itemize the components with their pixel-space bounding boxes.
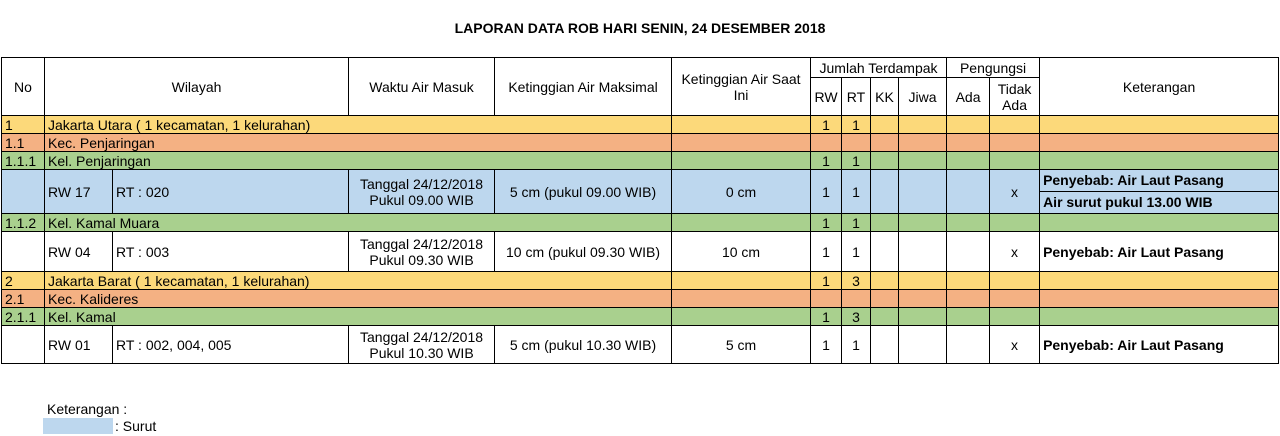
table-row [2, 290, 1279, 308]
row-maks: 5 cm (pukul 10.30 WIB) [495, 326, 672, 364]
row-maks: 10 cm (pukul 09.30 WIB) [495, 232, 672, 272]
header-saat: Ketinggian Air Saat Ini [672, 58, 811, 116]
row-rw-label: RW 04 [45, 232, 113, 272]
row-rw: 1 [811, 272, 842, 290]
row-name: Jakarta Barat ( 1 kecamatan, 1 kelurahan) [45, 272, 672, 290]
row-keterangan: Penyebab: Air Laut Pasang [1040, 326, 1279, 364]
header-jumlah: Jumlah Terdampak [811, 58, 947, 78]
row-rt: 1 [842, 152, 871, 170]
row-rw-label: RW 17 [45, 170, 113, 214]
row-waktu: Tanggal 24/12/2018 Pukul 09.00 WIB [349, 170, 495, 214]
header-row-top [2, 58, 1279, 78]
table-row [2, 214, 1279, 232]
row-name: Kel. Kamal Muara [45, 214, 672, 232]
header-kk: KK [871, 78, 899, 116]
header-no: No [2, 58, 45, 116]
row-no: 1.1.1 [2, 152, 45, 170]
row-rt-label: RT : 002, 004, 005 [113, 326, 349, 364]
row-rt: 1 [842, 214, 871, 232]
row-name: Kec. Penjaringan [45, 134, 672, 152]
row-rw-label: RW 01 [45, 326, 113, 364]
row-keterangan: Penyebab: Air Laut Pasang Air surut pukul 13.00 WIB [1040, 170, 1279, 214]
table-row [2, 326, 1279, 364]
table-row [2, 116, 1279, 134]
header-keterangan: Keterangan [1040, 58, 1279, 116]
row-rt-label: RT : 003 [113, 232, 349, 272]
row-rt-label: RT : 020 [113, 170, 349, 214]
row-rw: 1 [811, 116, 842, 134]
header-tidak-ada: Tidak Ada [990, 78, 1040, 116]
row-no: 1.1 [2, 134, 45, 152]
header-rt: RT [842, 78, 871, 116]
row-rw: 1 [811, 170, 842, 214]
row-name: Kel. Penjaringan [45, 152, 672, 170]
row-tidak-ada: x [990, 232, 1040, 272]
row-no: 1 [2, 116, 45, 134]
row-no: 2.1.1 [2, 308, 45, 326]
row-name: Kec. Kalideres [45, 290, 672, 308]
table-row [2, 272, 1279, 290]
row-rt: 1 [842, 326, 871, 364]
row-rt: 1 [842, 232, 871, 272]
header-rw: RW [811, 78, 842, 116]
row-saat: 0 cm [672, 170, 811, 214]
row-saat: 5 cm [672, 326, 811, 364]
row-name: Jakarta Utara ( 1 kecamatan, 1 kelurahan) [45, 116, 672, 134]
header-pengungsi: Pengungsi [947, 58, 1040, 78]
row-tidak-ada: x [990, 170, 1040, 214]
row-no: 2 [2, 272, 45, 290]
row-rt: 1 [842, 116, 871, 134]
row-rw: 1 [811, 152, 842, 170]
header-ada: Ada [947, 78, 990, 116]
legend-surut-text: : Surut [115, 418, 157, 434]
legend-label: Keterangan : [47, 401, 128, 417]
flood-report-table [1, 57, 1279, 364]
row-rw: 1 [811, 326, 842, 364]
row-saat: 10 cm [672, 232, 811, 272]
row-rt: 3 [842, 272, 871, 290]
table-row [2, 152, 1279, 170]
table-row [2, 134, 1279, 152]
row-name: Kel. Kamal [45, 308, 672, 326]
row-rw: 1 [811, 214, 842, 232]
header-maks: Ketinggian Air Maksimal [495, 58, 672, 116]
row-waktu: Tanggal 24/12/2018 Pukul 09.30 WIB [349, 232, 495, 272]
row-tidak-ada: x [990, 326, 1040, 364]
legend-surut-swatch [43, 418, 113, 434]
row-rt: 1 [842, 170, 871, 214]
table-row [2, 232, 1279, 272]
row-rt: 3 [842, 308, 871, 326]
row-waktu: Tanggal 24/12/2018 Pukul 10.30 WIB [349, 326, 495, 364]
table-row [2, 170, 1279, 214]
row-rw: 1 [811, 308, 842, 326]
header-jiwa: Jiwa [899, 78, 947, 116]
table-row [2, 308, 1279, 326]
row-no: 1.1.2 [2, 214, 45, 232]
row-no: 2.1 [2, 290, 45, 308]
row-rw: 1 [811, 232, 842, 272]
header-wilayah: Wilayah [45, 58, 349, 116]
report-title: LAPORAN DATA ROB HARI SENIN, 24 DESEMBER 2018 [454, 20, 826, 36]
row-maks: 5 cm (pukul 09.00 WIB) [495, 170, 672, 214]
row-keterangan: Penyebab: Air Laut Pasang [1040, 232, 1279, 272]
header-waktu: Waktu Air Masuk [349, 58, 495, 116]
